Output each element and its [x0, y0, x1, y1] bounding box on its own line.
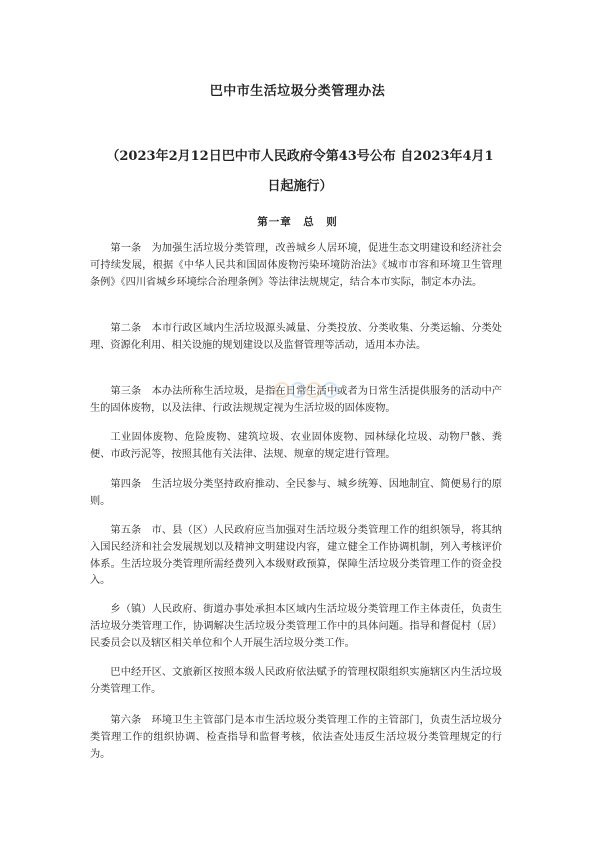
paragraph-article-2: 第二条 本市行政区域内生活垃圾源头减量、分类投放、分类收集、分类运输、分类处理、资源化利用、相关设施的规划建设以及监督管理等活动，适用本办法。 [90, 323, 502, 351]
chapter-heading: 第一章 总 则 [257, 216, 338, 228]
paragraph-article-3-cont: 工业固体废物、危险废物、建筑垃圾、农业固体废物、园林绿化垃圾、动物尸骸、粪便、市政污泥等，按照其他有关法律、法规、规章的规定进行管理。 [90, 432, 502, 460]
paragraph-article-1: 第一条 为加强生活垃圾分类管理，改善城乡人居环境，促进生态文明建设和经济社会可持续发展，根据《中华人民共和国固体废物污染环境防治法》《城市市容和环境卫生管理条例》《四川省城乡环境综合治理条例》等法律法规规定，结合本市实际，制定本办法。 [90, 243, 502, 288]
paragraph-article-5-township: 乡（镇）人民政府、街道办事处承担本区域内生活垃圾分类管理工作主体责任，负责生活垃圾分类管理工作，协调解决生活垃圾分类管理工作中的具体问题。指导和督促村（居）民委员会以及辖区相关单位和个人开展生活垃圾分类工作。 [90, 604, 502, 649]
document-subtitle: （2023年2月12日巴中市人民政府令第43号公布 自2023年4月1日起施行） [106, 149, 494, 194]
document-title: 巴中市生活垃圾分类管理办法 [209, 84, 386, 99]
paragraph-article-6: 第六条 环境卫生主管部门是本市生活垃圾分类管理工作的主管部门，负责生活垃圾分类管理工作的组织协调、检查指导和监督考核，依法查处违反生活垃圾分类管理规定的行为。 [90, 715, 502, 760]
paragraph-article-3: 第三条 本办法所称生活垃圾，是指在日常生活中或者为日常生活提供服务的活动中产生的固体废物，以及法律、行政法规规定视为生活垃圾的固体废物。 [90, 386, 502, 414]
paragraph-article-5: 第五条 市、县（区）人民政府应当加强对生活垃圾分类管理工作的组织领导，将其纳入国民经济和社会发展规划以及精神文明建设内容，建立健全工作协调机制，列入考核评价体系。生活垃圾分类管理所需经费列入本级财政预算，保障生活垃圾分类管理工作的资金投入。 [90, 525, 502, 587]
paragraph-article-4: 第四条 生活垃圾分类坚持政府推动、全民参与、城乡统筹、因地制宜、简便易行的原则。 [90, 479, 502, 507]
paragraph-article-5-zones: 巴中经开区、文旅新区按照本级人民政府依法赋予的管理权限组织实施辖区内生活垃圾分类管理工作。 [90, 667, 502, 695]
watermark-logo-icon [270, 375, 340, 405]
